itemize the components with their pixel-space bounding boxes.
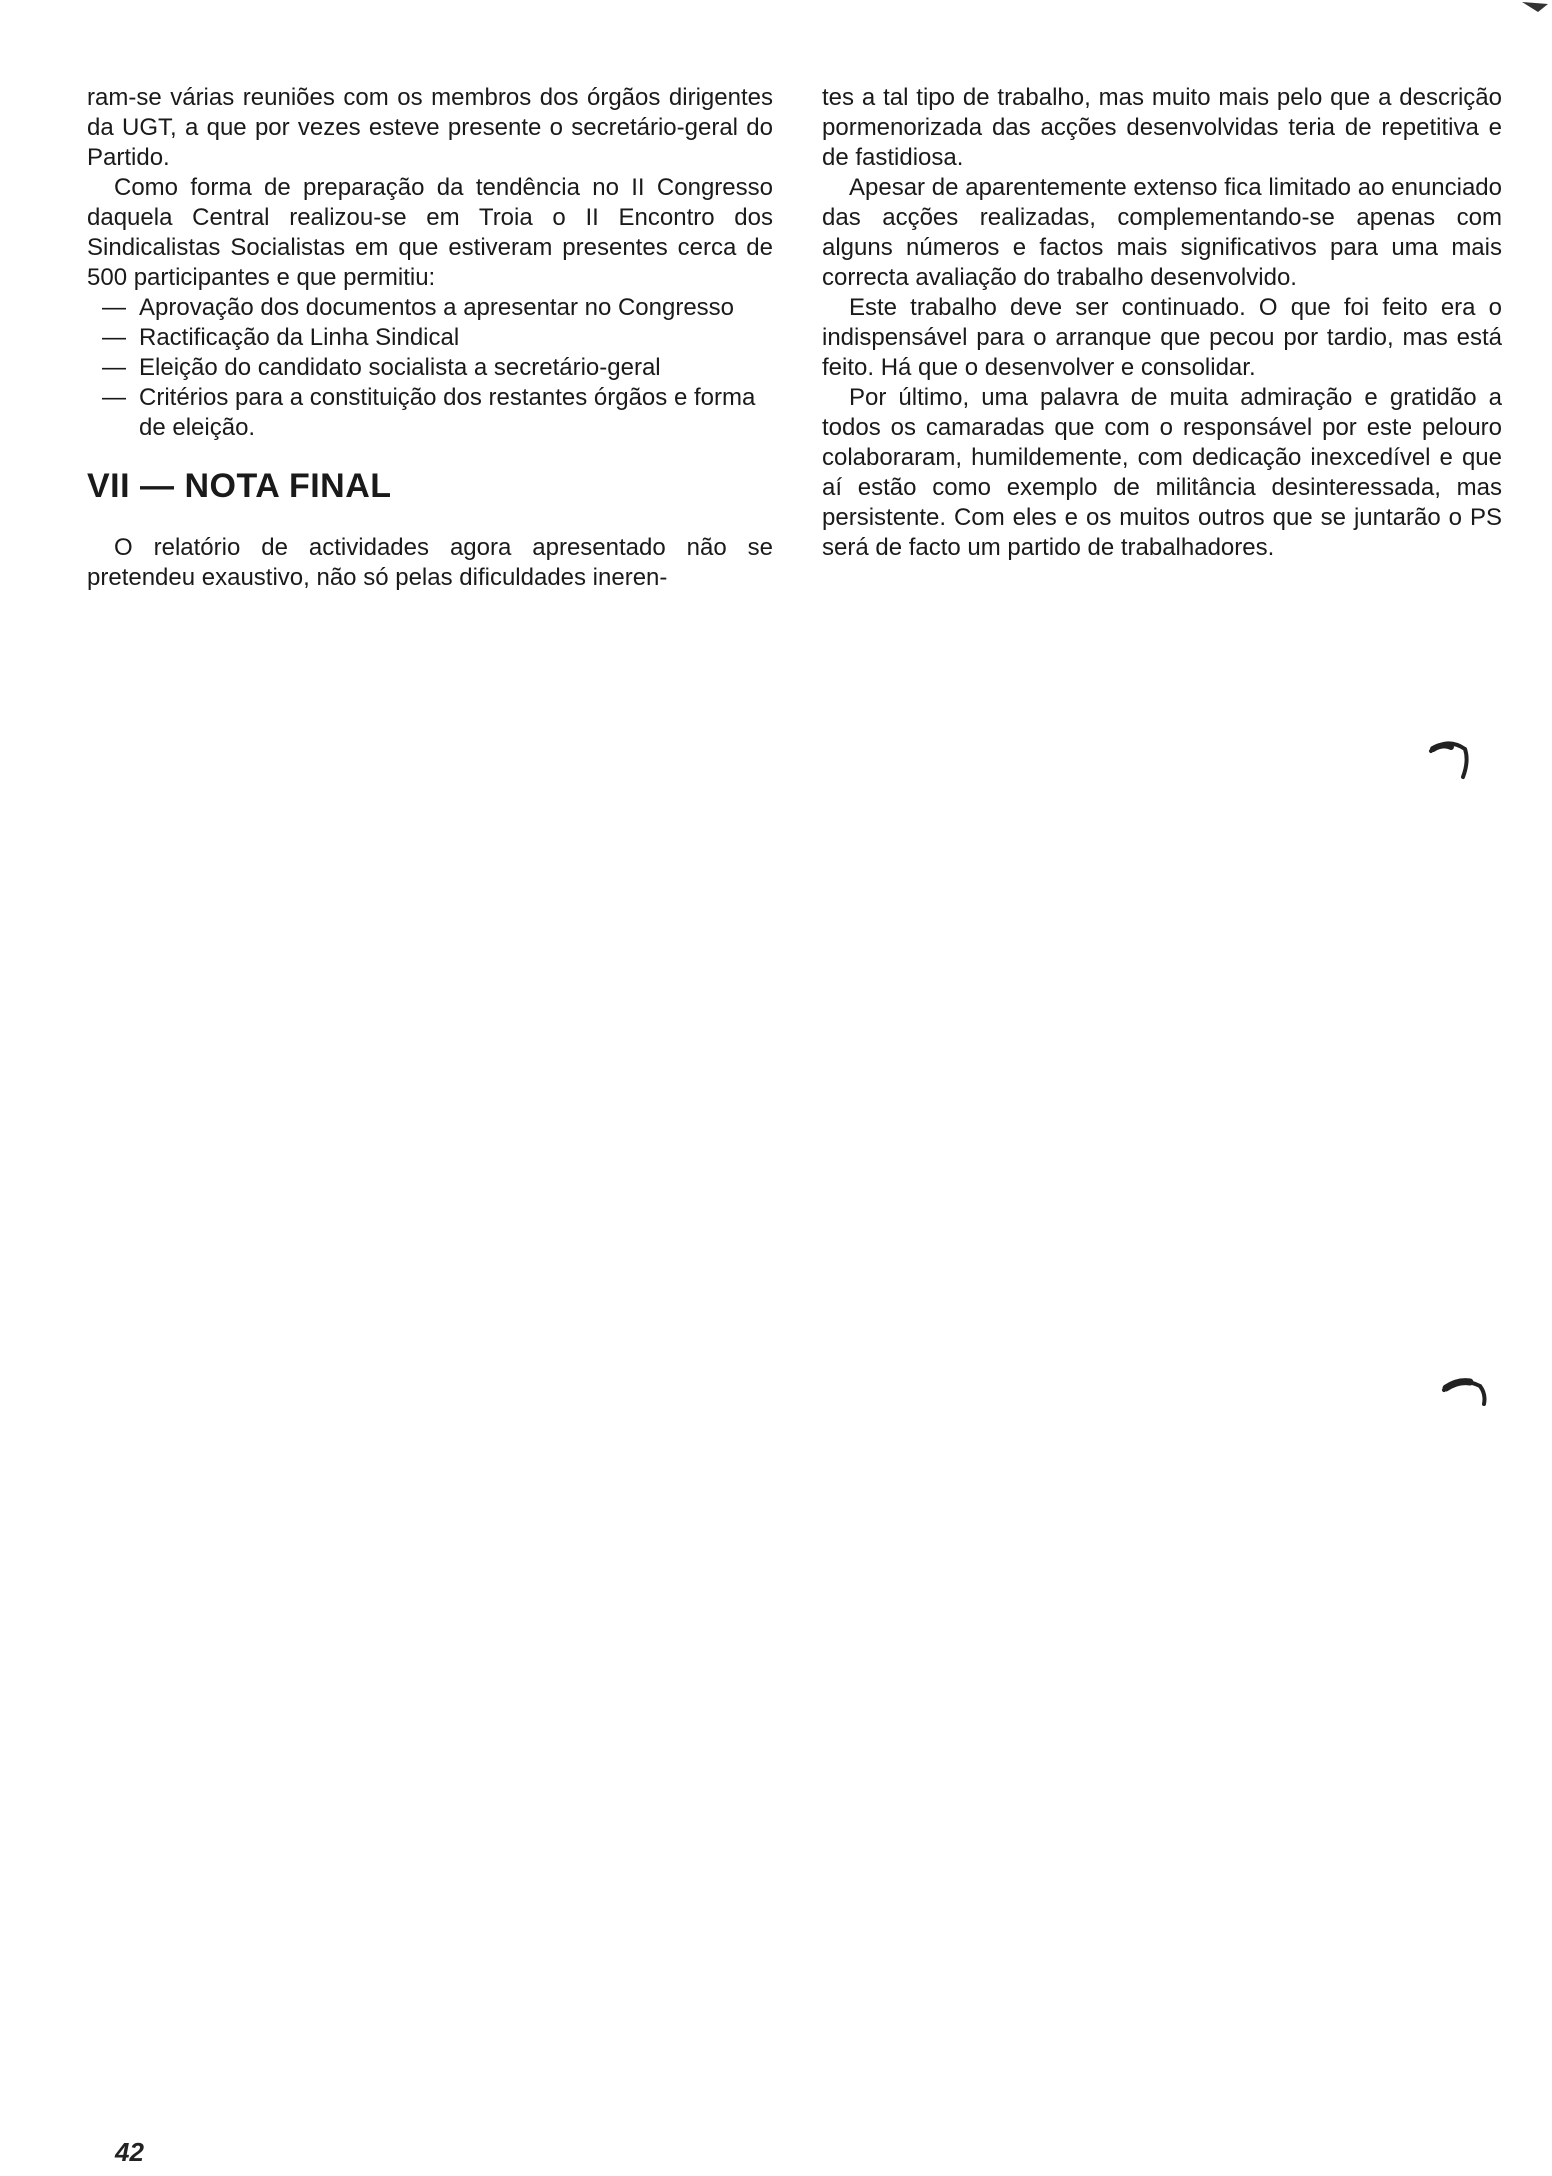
list-item bbox=[87, 353, 773, 383]
paragraph: ram-se várias reuniões com os membros dos órgãos dirigentes da UGT, a que por vezes esteve presente o secretário-geral do Partido. bbox=[87, 84, 773, 171]
paragraph: Por último, uma palavra de muita admiração e gratidão a todos os camaradas que com o responsável por este pelouro colaboraram, humildemente, com dedicação inexcedível e que aí estão como exemplo de militância desinteressada, mas persistente. Com eles e os muitos outros que se juntarão o PS será de facto um partido de trabalhadores. bbox=[822, 384, 1502, 561]
left-column bbox=[87, 83, 773, 593]
list-item bbox=[87, 383, 773, 443]
right-column bbox=[822, 83, 1502, 563]
paragraph: Este trabalho deve ser continuado. O que foi feito era o indispensável para o arranque que pecou por tardio, mas está feito. Há que o desenvolver e consolidar. bbox=[822, 294, 1502, 381]
dash-marker: — bbox=[102, 324, 126, 351]
dash-marker: — bbox=[102, 384, 126, 411]
section-heading: VII — NOTA FINAL bbox=[87, 467, 392, 505]
list-item-text: Eleição do candidato socialista a secretário-geral bbox=[139, 354, 661, 381]
corner-scan-mark bbox=[1520, 0, 1552, 20]
list-item-text: Ractificação da Linha Sindical bbox=[139, 324, 460, 351]
punch-hole-mark bbox=[1425, 735, 1475, 785]
bullet-list bbox=[87, 293, 773, 443]
paragraph: Como forma de preparação da tendência no II Congresso daquela Central realizou-se em Troia o II Encontro dos Sindicalistas Socialistas em que estiveram presentes cerca de 500 participantes e que permitiu: bbox=[87, 174, 773, 291]
paragraph: Apesar de aparentemente extenso fica limitado ao enunciado das acções realizadas, complementando-se apenas com alguns números e factos mais significativos para uma mais correcta avaliação do trabalho desenvolvido. bbox=[822, 174, 1502, 291]
dash-marker: — bbox=[102, 354, 126, 381]
list-item bbox=[87, 293, 773, 323]
list-item bbox=[87, 323, 773, 353]
page-number: 42 bbox=[115, 2137, 144, 2167]
list-item-text: Critérios para a constituição dos restantes órgãos e forma de eleição. bbox=[139, 384, 756, 441]
list-item-text: Aprovação dos documentos a apresentar no Congresso bbox=[139, 294, 735, 321]
paragraph: tes a tal tipo de trabalho, mas muito mais pelo que a descrição pormenorizada das acções desenvolvidas teria de repetitiva e de fastidiosa. bbox=[822, 84, 1502, 171]
paragraph: O relatório de actividades agora apresentado não se pretendeu exaustivo, não só pelas dificuldades ineren- bbox=[87, 534, 773, 591]
punch-hole-mark bbox=[1440, 1368, 1490, 1418]
dash-marker: — bbox=[102, 294, 126, 321]
